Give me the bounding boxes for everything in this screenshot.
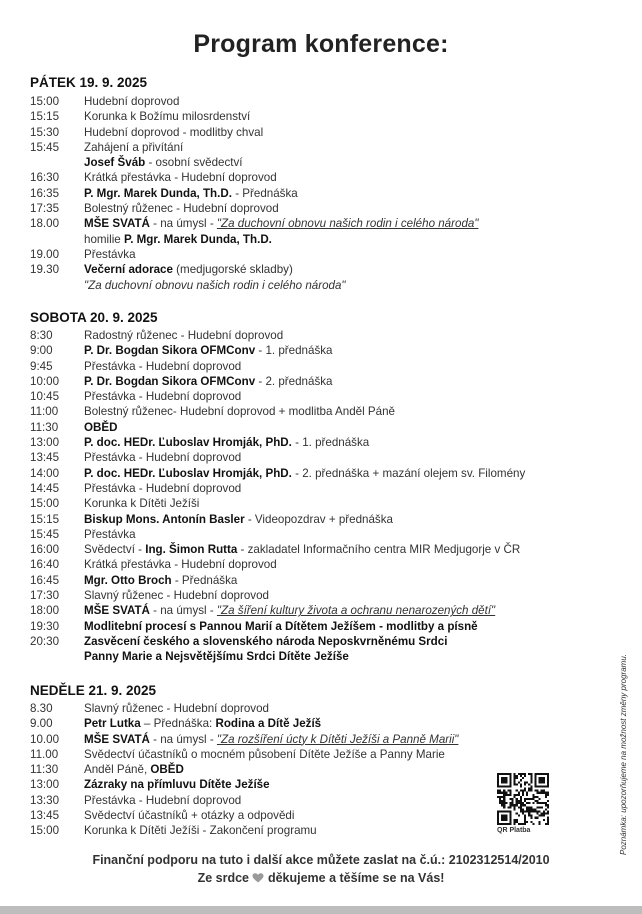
schedule-time: 16:30 bbox=[30, 171, 60, 185]
schedule-text: Korunka k Božímu milosrdenství bbox=[84, 110, 251, 124]
schedule-text: "Za rozšíření úcty k Dítěti Ježíši a Panně Marii" bbox=[216, 732, 459, 746]
schedule-highlight: P. Mgr. Marek Dunda, Th.D. bbox=[123, 232, 272, 246]
schedule-highlight: P. Dr. Bogdan Sikora OFMConv bbox=[84, 374, 256, 388]
schedule-time: 15:15 bbox=[30, 512, 60, 526]
schedule-row bbox=[30, 649, 600, 664]
schedule-time: 14:00 bbox=[30, 466, 60, 480]
schedule-text: "Za šíření kultury života a ochranu nenarozených dětí" bbox=[216, 604, 496, 618]
schedule-description bbox=[84, 603, 495, 618]
schedule-row bbox=[30, 216, 600, 231]
schedule-row bbox=[30, 328, 600, 343]
schedule-description bbox=[84, 374, 333, 389]
schedule-description bbox=[84, 343, 333, 358]
schedule-text: - 1. přednáška bbox=[255, 344, 333, 358]
qr-payment-code bbox=[497, 773, 549, 825]
program-change-note bbox=[619, 610, 633, 855]
schedule-row bbox=[30, 109, 600, 124]
schedule-description bbox=[84, 588, 269, 603]
schedule-highlight: MŠE SVATÁ bbox=[84, 732, 150, 746]
schedule-text: Přestávka - Hudební doprovod bbox=[84, 793, 242, 807]
schedule-description bbox=[84, 435, 369, 450]
schedule-time: 15:45 bbox=[30, 527, 60, 541]
schedule-row bbox=[30, 496, 600, 511]
schedule-time: 11:00 bbox=[30, 405, 59, 419]
schedule-text: Bolestný růženec - Hudební doprovod bbox=[84, 202, 279, 216]
schedule-row bbox=[30, 435, 600, 450]
schedule-description bbox=[84, 278, 346, 293]
schedule-text: Krátká přestávka - Hudební doprovod bbox=[84, 171, 277, 185]
schedule-time: 9.00 bbox=[30, 717, 53, 731]
schedule-text: Radostný růženec - Hudební doprovod bbox=[84, 329, 284, 342]
schedule-time: 10:00 bbox=[30, 374, 60, 388]
schedule-time: 10.00 bbox=[30, 732, 60, 746]
schedule-row bbox=[30, 557, 600, 572]
schedule-description bbox=[84, 125, 263, 140]
schedule-row bbox=[30, 359, 600, 374]
schedule-row bbox=[30, 343, 600, 358]
schedule-time: 15:00 bbox=[30, 824, 60, 838]
schedule-row bbox=[30, 603, 600, 618]
schedule-highlight: MŠE SVATÁ bbox=[84, 604, 150, 618]
day-heading-saturday: SOBOTA 20. 9. 2025 bbox=[30, 310, 158, 325]
heart-icon bbox=[252, 873, 264, 883]
schedule-time: 10:45 bbox=[30, 390, 60, 404]
schedule-row bbox=[30, 542, 600, 557]
schedule-text: - na úmysl - bbox=[149, 604, 217, 618]
schedule-description bbox=[84, 262, 293, 277]
schedule-highlight: Zasvěcení českého a slovenského národa Neposkvrněnému Srdci bbox=[84, 634, 448, 648]
schedule-text: Zahájení a přivítání bbox=[84, 140, 184, 154]
footer-thanks-after: děkujeme a těšíme se na Vás! bbox=[267, 871, 445, 885]
schedule-time: 15:15 bbox=[30, 110, 60, 124]
schedule-text: Svědectví - bbox=[84, 543, 146, 557]
day-heading-sunday: NEDĚLE 21. 9. 2025 bbox=[30, 683, 157, 698]
page-title: Program konference: bbox=[193, 30, 449, 58]
schedule-text: homilie bbox=[84, 232, 124, 246]
schedule-row bbox=[30, 201, 600, 216]
schedule-description bbox=[84, 420, 118, 435]
schedule-row bbox=[30, 247, 600, 262]
schedule-description bbox=[84, 232, 272, 247]
schedule-text: Přestávka - Hudební doprovod bbox=[84, 390, 242, 404]
schedule-description bbox=[84, 542, 520, 557]
schedule-highlight: P. Dr. Bogdan Sikora OFMConv bbox=[84, 344, 256, 358]
schedule-row bbox=[30, 94, 600, 109]
schedule-time: 19.00 bbox=[30, 247, 60, 261]
schedule-highlight: Mgr. Otto Broch bbox=[84, 573, 172, 587]
schedule-description bbox=[84, 823, 317, 838]
schedule-time: 19:30 bbox=[30, 619, 60, 633]
schedule-saturday bbox=[30, 328, 600, 665]
schedule-row bbox=[30, 170, 600, 185]
schedule-description bbox=[84, 573, 237, 588]
program-change-note-text: Poznámka: upozorňujeme na možnost změny programu. bbox=[619, 654, 628, 855]
schedule-description bbox=[84, 328, 283, 343]
schedule-description bbox=[84, 732, 458, 747]
schedule-text: - Přednáška bbox=[231, 186, 298, 200]
schedule-text: Hudební doprovod - modlitby chval bbox=[84, 125, 264, 139]
schedule-text: – Přednáška: bbox=[140, 717, 216, 731]
schedule-highlight: Ing. Šimon Rutta bbox=[145, 543, 238, 557]
schedule-time: 17:35 bbox=[30, 202, 60, 216]
schedule-text: Slavný růženec - Hudební doprovod bbox=[84, 702, 269, 715]
schedule-time: 15:00 bbox=[30, 95, 60, 108]
schedule-description bbox=[84, 649, 349, 664]
schedule-highlight: P. doc. HEDr. Ľuboslav Hromják, PhD. bbox=[84, 436, 292, 450]
schedule-highlight: Josef Šváb bbox=[84, 156, 146, 170]
schedule-text: - na úmysl - bbox=[149, 217, 217, 231]
schedule-description bbox=[84, 777, 270, 792]
schedule-text: Slavný růženec - Hudební doprovod bbox=[84, 589, 269, 603]
schedule-text: Přestávka bbox=[84, 247, 136, 261]
schedule-time: 11.00 bbox=[30, 747, 59, 761]
schedule-time: 14:45 bbox=[30, 481, 60, 495]
schedule-row bbox=[30, 278, 600, 293]
schedule-description bbox=[84, 634, 447, 649]
schedule-text: - zakladatel Informačního centra MIR Medjugorje v ČR bbox=[237, 543, 521, 557]
schedule-row bbox=[30, 747, 600, 762]
schedule-highlight: Panny Marie a Nejsvětějšímu Srdci Dítěte Ježíše bbox=[84, 650, 349, 664]
schedule-description bbox=[84, 619, 478, 634]
schedule-highlight: Petr Lutka bbox=[84, 717, 141, 731]
schedule-row bbox=[30, 634, 600, 649]
schedule-row bbox=[30, 573, 600, 588]
schedule-row bbox=[30, 389, 600, 404]
schedule-description bbox=[84, 94, 179, 109]
schedule-row bbox=[30, 527, 600, 542]
schedule-time: 9:00 bbox=[30, 344, 53, 358]
schedule-time: 18:00 bbox=[30, 604, 60, 618]
schedule-description bbox=[84, 170, 277, 185]
schedule-highlight: Večerní adorace bbox=[84, 263, 173, 277]
schedule-text: Svědectví účastníků o mocném působení Dítěte Ježíše a Panny Marie bbox=[84, 747, 445, 761]
schedule-text: - 2. přednáška bbox=[255, 374, 333, 388]
schedule-text: Anděl Páně, bbox=[84, 763, 151, 777]
schedule-text: - 2. přednáška + mazání olejem sv. Filomény bbox=[291, 466, 526, 480]
schedule-text: "Za duchovní obnovu našich rodin i celého národa" bbox=[84, 278, 346, 292]
schedule-friday bbox=[30, 94, 600, 293]
schedule-time: 17:30 bbox=[30, 589, 60, 603]
schedule-row bbox=[30, 420, 600, 435]
schedule-description bbox=[84, 557, 277, 572]
schedule-time: 11:30 bbox=[30, 420, 59, 434]
schedule-text: - Přednáška bbox=[171, 573, 238, 587]
schedule-time: 15:45 bbox=[30, 140, 60, 154]
schedule-text: Přestávka - Hudební doprovod bbox=[84, 359, 242, 373]
schedule-description bbox=[84, 701, 269, 716]
schedule-row bbox=[30, 186, 600, 201]
schedule-time: 13:00 bbox=[30, 436, 60, 450]
schedule-text: Krátká přestávka - Hudební doprovod bbox=[84, 558, 277, 572]
schedule-row bbox=[30, 262, 600, 277]
schedule-row bbox=[30, 232, 600, 247]
schedule-text: - Videopozdrav + přednáška bbox=[244, 512, 393, 526]
schedule-description bbox=[84, 450, 241, 465]
schedule-time: 13:30 bbox=[30, 793, 60, 807]
schedule-time: 11:30 bbox=[30, 763, 59, 777]
schedule-time: 18.00 bbox=[30, 217, 60, 231]
schedule-row bbox=[30, 716, 600, 731]
schedule-time: 16:40 bbox=[30, 558, 60, 572]
schedule-time: 20:30 bbox=[30, 634, 60, 648]
schedule-text: Korunka k Dítěti Ježíši bbox=[84, 497, 200, 511]
footer-donation bbox=[0, 853, 642, 867]
schedule-time: 13:45 bbox=[30, 451, 60, 465]
schedule-row bbox=[30, 512, 600, 527]
schedule-description bbox=[84, 404, 395, 419]
schedule-description bbox=[84, 762, 184, 777]
schedule-description bbox=[84, 793, 241, 808]
schedule-time: 13:00 bbox=[30, 778, 60, 792]
schedule-highlight: Biskup Mons. Antonín Basler bbox=[84, 512, 245, 526]
schedule-text: - na úmysl - bbox=[149, 732, 217, 746]
schedule-text: Svědectví účastníků + otázky a odpovědi bbox=[84, 809, 295, 823]
schedule-row bbox=[30, 450, 600, 465]
schedule-time: 13:45 bbox=[30, 809, 60, 823]
schedule-row bbox=[30, 404, 600, 419]
schedule-highlight: P. doc. HEDr. Ľuboslav Hromják, PhD. bbox=[84, 466, 292, 480]
schedule-time: 15:30 bbox=[30, 125, 60, 139]
day-heading-friday: PÁTEK 19. 9. 2025 bbox=[30, 75, 148, 90]
footer-thanks-before: Ze srdce bbox=[197, 871, 249, 885]
schedule-time: 9:45 bbox=[30, 359, 53, 373]
schedule-time: 16:45 bbox=[30, 573, 60, 587]
schedule-highlight: MŠE SVATÁ bbox=[84, 217, 150, 231]
schedule-highlight: Rodina a Dítě Ježíš bbox=[215, 717, 322, 731]
schedule-highlight: P. Mgr. Marek Dunda, Th.D. bbox=[84, 186, 232, 200]
schedule-highlight: Modlitební procesí s Pannou Marií a Dítětem Ježíšem - modlitby a písně bbox=[84, 619, 478, 633]
schedule-row bbox=[30, 374, 600, 389]
schedule-text: Přestávka - Hudební doprovod bbox=[84, 451, 242, 465]
schedule-text: Přestávka bbox=[84, 527, 136, 541]
schedule-text: Hudební doprovod bbox=[84, 95, 180, 108]
schedule-description bbox=[84, 140, 183, 155]
schedule-description bbox=[84, 527, 136, 542]
schedule-description bbox=[84, 481, 241, 496]
schedule-row bbox=[30, 588, 600, 603]
schedule-highlight: OBĚD bbox=[150, 763, 184, 777]
schedule-time: 19.30 bbox=[30, 263, 60, 277]
schedule-time: 16:00 bbox=[30, 543, 60, 557]
schedule-row bbox=[30, 619, 600, 634]
schedule-description bbox=[84, 808, 294, 823]
schedule-text: (medjugorské skladby) bbox=[172, 263, 293, 277]
schedule-description bbox=[84, 496, 199, 511]
schedule-description bbox=[84, 186, 298, 201]
schedule-description bbox=[84, 747, 445, 762]
schedule-text: Bolestný růženec- Hudební doprovod + modlitba Anděl Páně bbox=[84, 405, 395, 419]
schedule-time: 16:35 bbox=[30, 186, 60, 200]
schedule-description bbox=[84, 247, 136, 262]
schedule-description bbox=[84, 512, 393, 527]
schedule-time: 8:30 bbox=[30, 329, 53, 342]
schedule-description bbox=[84, 155, 243, 170]
schedule-row bbox=[30, 732, 600, 747]
schedule-row bbox=[30, 155, 600, 170]
schedule-text: Přestávka - Hudební doprovod bbox=[84, 481, 242, 495]
schedule-row bbox=[30, 140, 600, 155]
schedule-text: Korunka k Dítěti Ježíši - Zakončení programu bbox=[84, 824, 317, 838]
schedule-description bbox=[84, 216, 478, 231]
schedule-row bbox=[30, 701, 600, 716]
footer-donation-text: Finanční podporu na tuto i další akce můžete zaslat na č.ú.: 2102312514/2010 bbox=[92, 853, 550, 867]
schedule-description bbox=[84, 716, 321, 731]
schedule-description bbox=[84, 359, 241, 374]
schedule-row bbox=[30, 481, 600, 496]
schedule-description bbox=[84, 466, 525, 481]
schedule-time: 15:00 bbox=[30, 497, 60, 511]
schedule-description bbox=[84, 201, 279, 216]
footer-thanks bbox=[0, 871, 642, 885]
schedule-row bbox=[30, 125, 600, 140]
schedule-description bbox=[84, 389, 241, 404]
schedule-text: "Za duchovní obnovu našich rodin i celého národa" bbox=[216, 217, 479, 231]
bottom-bar bbox=[0, 906, 642, 914]
qr-label: QR Platba bbox=[497, 827, 531, 834]
schedule-text: - 1. přednáška bbox=[291, 436, 370, 450]
schedule-description bbox=[84, 109, 250, 124]
schedule-highlight: Zázraky na přímluvu Dítěte Ježíše bbox=[84, 778, 270, 792]
schedule-highlight: OBĚD bbox=[84, 420, 118, 434]
schedule-time: 8.30 bbox=[30, 702, 53, 715]
schedule-text: - osobní svědectví bbox=[145, 156, 243, 170]
schedule-row bbox=[30, 466, 600, 481]
